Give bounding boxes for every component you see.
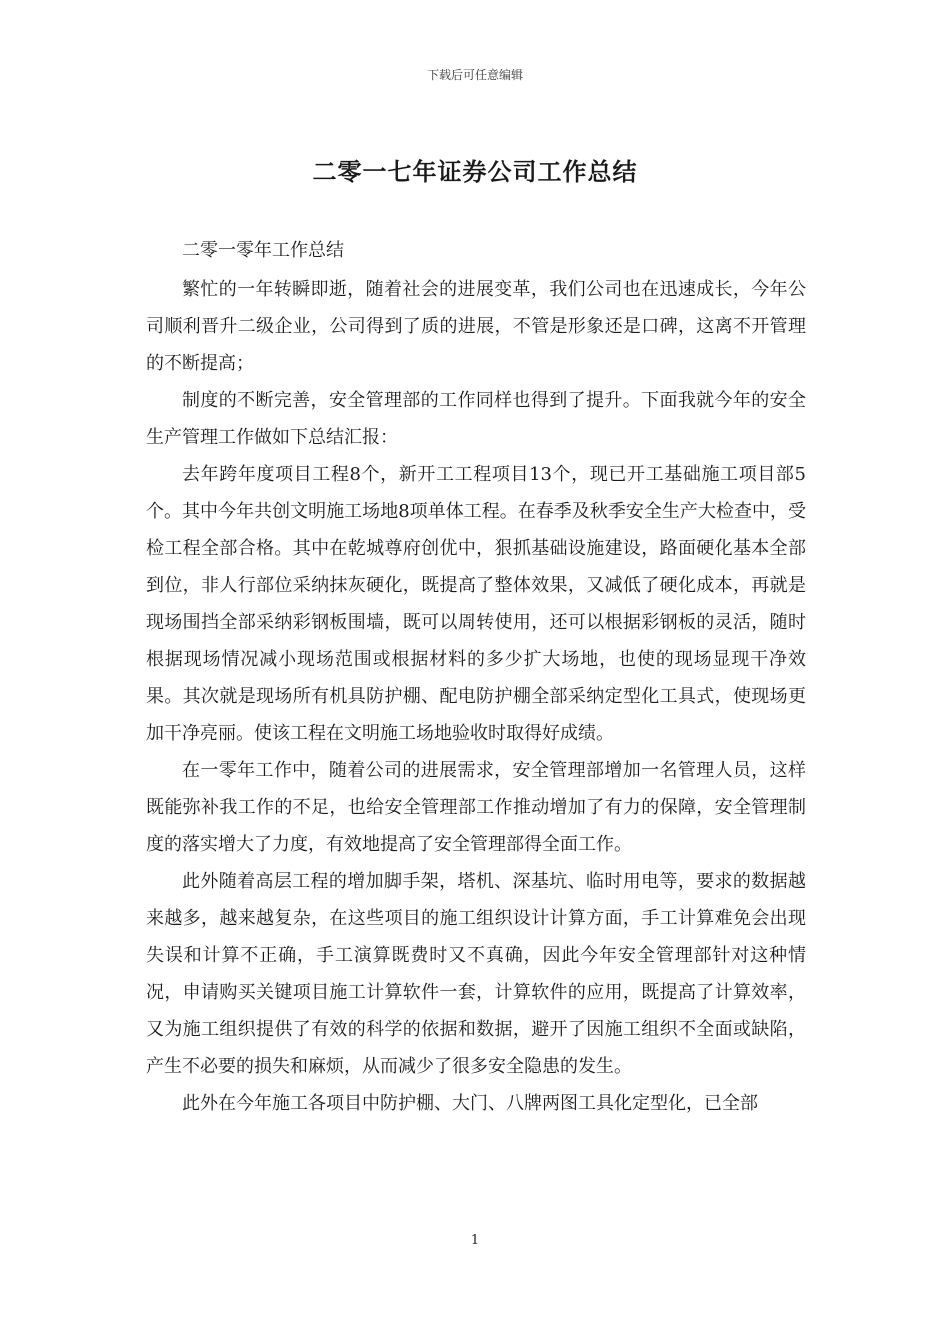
paragraph: 此外在今年施工各项目中防护棚、大门、八牌两图工具化定型化，已全部	[182, 1093, 758, 1114]
paragraph: 繁忙的一年转瞬即逝，随着社会的进展变革，我们公司也在迅速成长，今年公司顺利晋升二级企业，公司得到了质的进展，不管是形象还是口碑，这离不开管理的不断提高；	[146, 279, 806, 374]
paragraph: 在一零年工作中，随着公司的进展需求，安全管理部增加一名管理人员，这样既能弥补我工作的不足，也给安全管理部工作推动增加了有力的保障，安全管理制度的落实增大了力度，有效地提高了安全管理部得全面工作。	[146, 760, 806, 855]
paragraph-subtitle: 二零一零年工作总结	[182, 240, 344, 261]
page-number: 1	[470, 1233, 480, 1248]
document-title: 二零一七年证券公司工作总结	[312, 157, 638, 186]
paragraph: 此外随着高层工程的增加脚手架，塔机、深基坑、临时用电等，要求的数据越来越多，越来越复杂，在这些项目的施工组织设计计算方面，手工计算难免会出现失误和计算不正确，手工演算既费时又不真确，因此今年安全管理部针对这种情况，申请购买关键项目施工计算软件一套，计算软件的应用，既提高了计算效率，又为施工组织提供了有效的科学的依据和数据，避开了因施工组织不全面或缺陷，产生不必要的损失和麻烦，从而减少了很多安全隐患的发生。	[146, 871, 806, 1077]
header-note: 下载后可任意编辑	[426, 68, 523, 82]
document-body	[146, 232, 806, 1122]
paragraph: 制度的不断完善，安全管理部的工作同样也得到了提升。下面我就今年的安全生产管理工作做如下总结汇报：	[146, 390, 806, 448]
paragraph: 去年跨年度项目工程8个，新开工工程项目13个，现已开工基础施工项目部5个。其中今年共创文明施工场地8项单体工程。在春季及秋季安全生产大检查中，受检工程全部合格。其中在乾城尊府创优中，狠抓基础设施建设，路面硬化基本全部到位，非人行部位采纳抹灰硬化，既提高了整体效果，又减低了硬化成本，再就是现场围挡全部采纳彩钢板围墙，既可以周转使用，还可以根据彩钢板的灵活，随时根据现场情况减小现场范围或根据材料的多少扩大场地，也使的现场显现干净效果。其次就是现场所有机具防护棚、配电防护棚全部采纳定型化工具式，使现场更加干净亮丽。使该工程在文明施工场地验收时取得好成绩。	[146, 464, 806, 744]
